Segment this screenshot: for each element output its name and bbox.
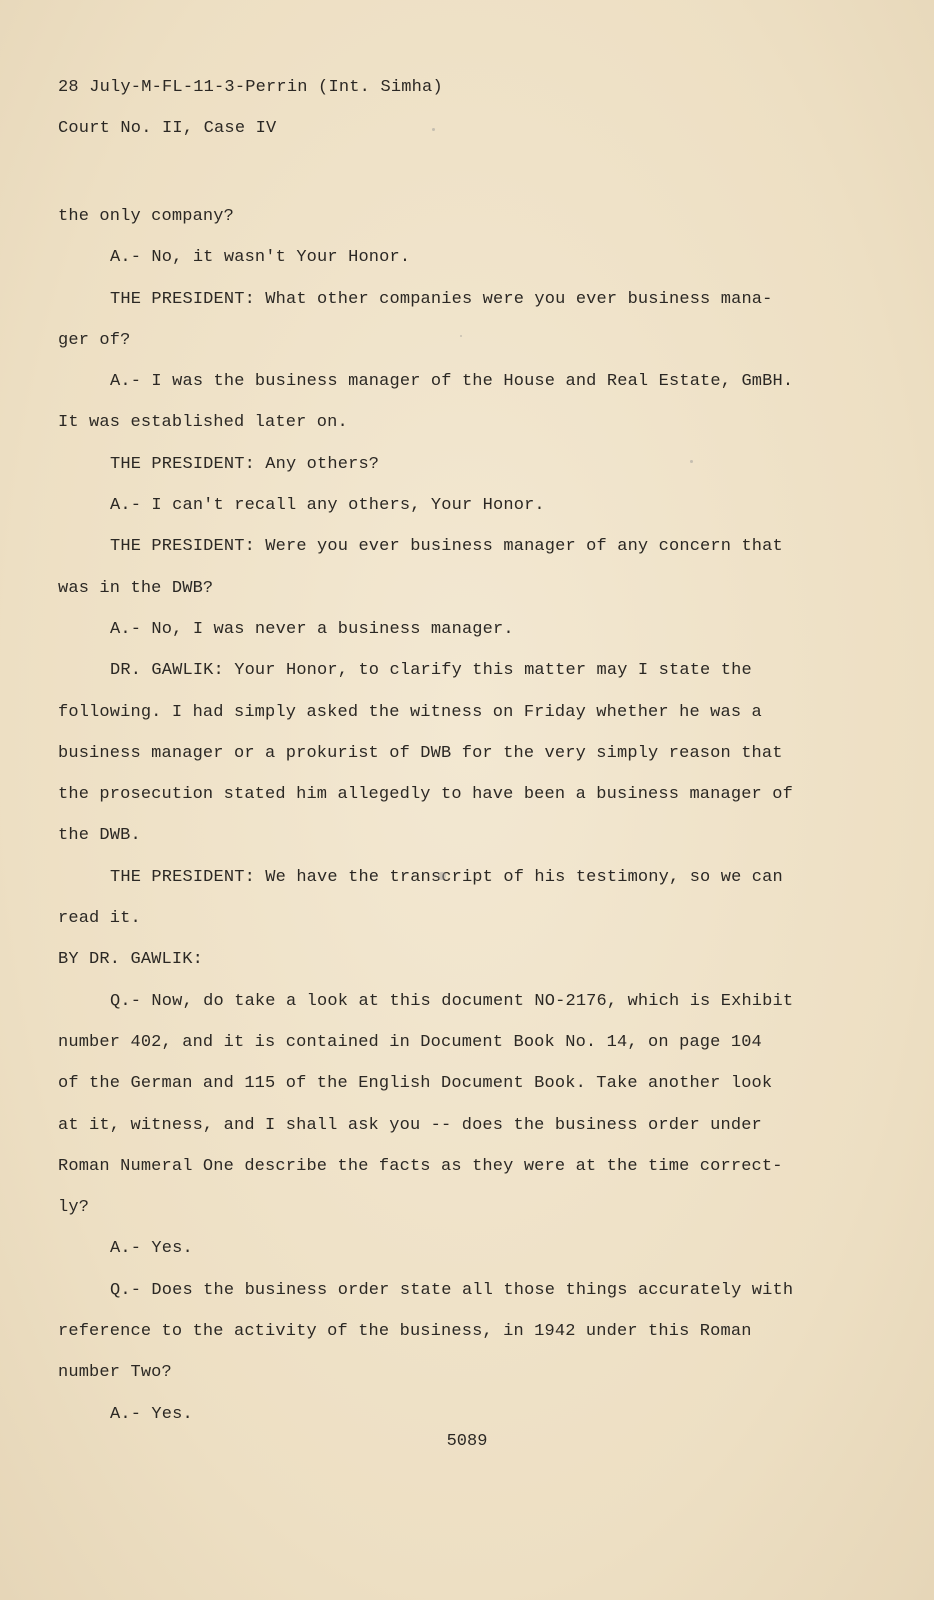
header-reference-line: 28 July-M-FL-11-3-Perrin (Int. Simha): [58, 78, 443, 97]
transcript-line: Roman Numeral One describe the facts as they were at the time correct-: [58, 1156, 783, 1176]
transcript-line: A.- No, it wasn't Your Honor.: [110, 248, 411, 268]
transcript-line: number 402, and it is contained in Document Book No. 14, on page 104: [58, 1032, 762, 1052]
transcript-line: A.- Yes.: [110, 1404, 193, 1424]
transcript-line: A.- No, I was never a business manager.: [110, 619, 514, 639]
transcript-line: ly?: [58, 1198, 90, 1218]
transcript-line: the only company?: [58, 207, 234, 226]
transcript-line: read it.: [58, 909, 141, 929]
transcript-line: the prosecution stated him allegedly to have been a business manager of: [58, 785, 793, 805]
transcript-line: reference to the activity of the business, in 1942 under this Roman: [58, 1322, 752, 1342]
transcript-line: Q.- Now, do take a look at this document NO-2176, which is Exhibit: [110, 991, 794, 1011]
transcript-line: It was established later on.: [58, 413, 348, 433]
transcript-line: THE PRESIDENT: Were you ever business manager of any concern that: [110, 537, 783, 557]
transcript-line: THE PRESIDENT: Any others?: [110, 454, 380, 474]
transcript-line: business manager or a prokurist of DWB for the very simply reason that: [58, 743, 783, 763]
transcript-line: following. I had simply asked the witness on Friday whether he was a: [58, 702, 762, 722]
paper-speck: [690, 460, 693, 463]
transcript-line: A.- I was the business manager of the House and Real Estate, GmBH.: [110, 372, 794, 392]
paper-speck: [432, 128, 435, 131]
transcript-line: BY DR. GAWLIK:: [58, 950, 203, 970]
transcript-body: [58, 196, 838, 1435]
paper-speck: [438, 872, 446, 880]
transcript-line: of the German and 115 of the English Document Book. Take another look: [58, 1074, 773, 1094]
transcript-line: the DWB.: [58, 826, 141, 846]
page-number: 5089: [446, 1432, 488, 1451]
transcript-line: Q.- Does the business order state all those things accurately with: [110, 1280, 794, 1300]
transcript-line: THE PRESIDENT: We have the transcript of his testimony, so we can: [110, 867, 783, 887]
transcript-line: A.- Yes.: [110, 1239, 193, 1259]
transcript-line: THE PRESIDENT: What other companies were you ever business mana-: [110, 289, 773, 309]
transcript-line: ger of?: [58, 330, 131, 350]
transcript-line: DR. GAWLIK: Your Honor, to clarify this matter may I state the: [110, 661, 752, 681]
paper-speck: [460, 335, 462, 337]
transcript-line: at it, witness, and I shall ask you -- does the business order under: [58, 1115, 762, 1135]
transcript-line: A.- I can't recall any others, Your Honor.: [110, 496, 545, 516]
transcript-line: was in the DWB?: [58, 578, 214, 598]
transcript-line: number Two?: [58, 1363, 172, 1383]
header-court-line: Court No. II, Case IV: [58, 119, 277, 138]
